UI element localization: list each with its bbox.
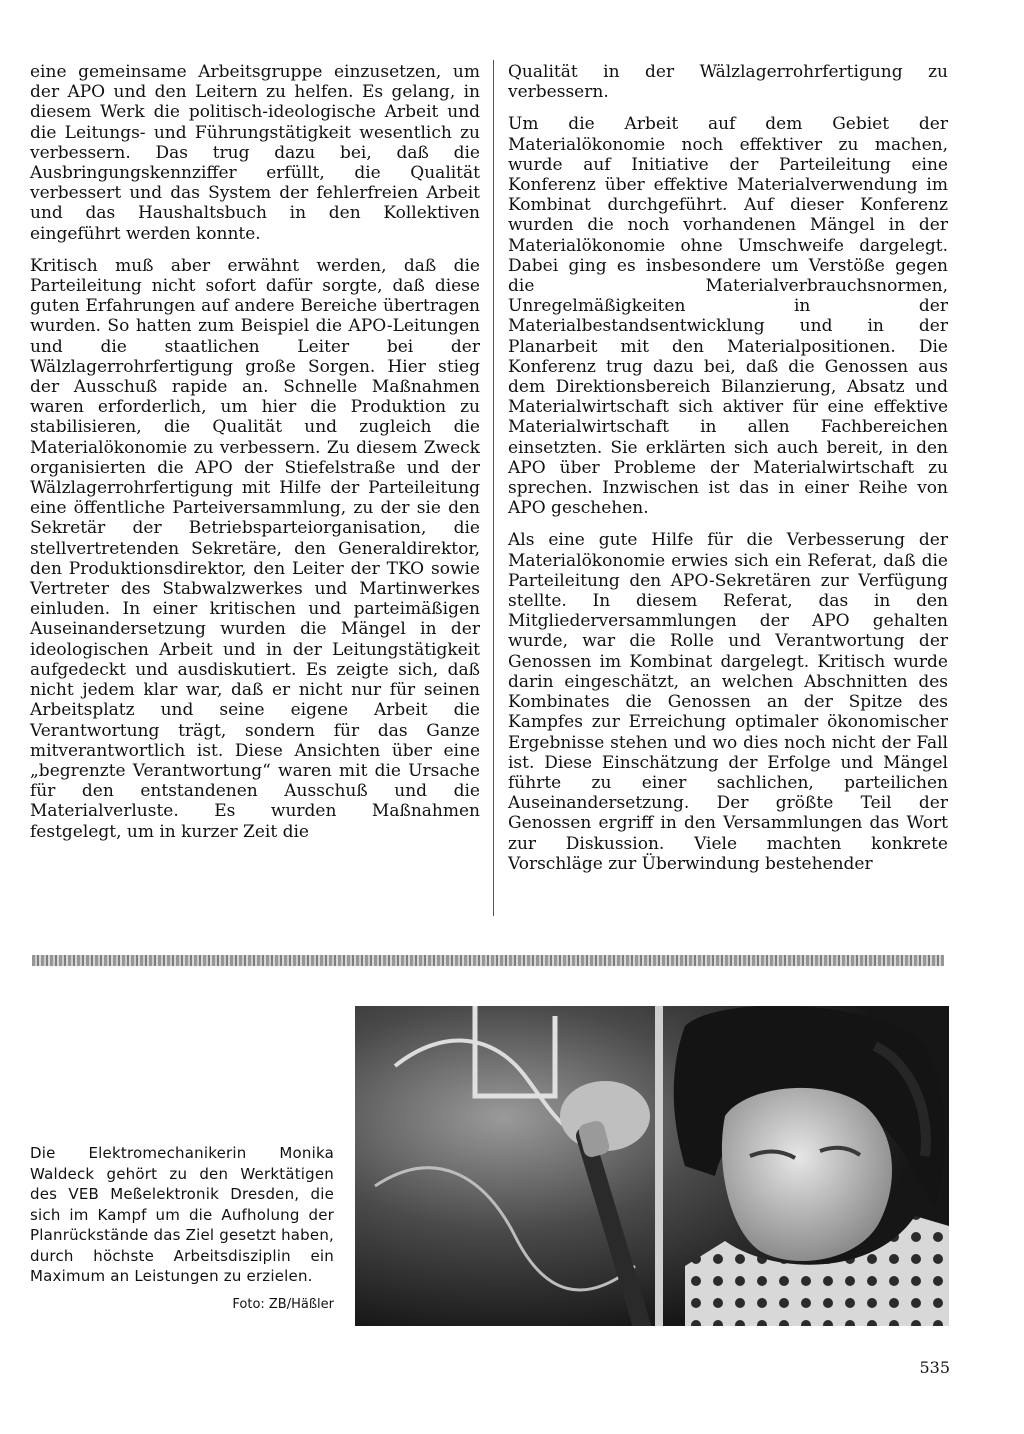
right-text-column [508,62,948,886]
page-number: 535 [919,1358,950,1377]
column-divider [493,60,494,916]
worker-photo [355,1006,949,1326]
photo-caption: Die Elektromechanikerin Monika Waldeck gehört zu den Werktätigen des VEB Meßelektronik Dresden, die sich im Kampf um die Aufholung der Planrückstände das Ziel gesetzt haben, durch höchste Arbeitsdisziplin ein Maximum an Leistungen zu erzielen. [30,1144,334,1285]
section-separator [32,955,944,966]
left-text-column [30,62,480,854]
right-paragraph-2: Um die Arbeit auf dem Gebiet der Materialökonomie noch effektiver zu machen, wurde auf Initiative der Parteileitung eine Konferenz über effektive Materialverwendung im Kombinat durchgeführt. Auf dieser Konferenz wurden die noch vorhandenen Mängel in der Materialökonomie ohne Umschweife dargelegt. Dabei ging es insbesondere um Verstöße gegen die Materialverbrauchsnormen, Unregelmäßigkeiten in der Materialbestandsentwicklung und in der Planarbeit mit den Materialpositionen. Die Konferenz trug dazu bei, daß die Genossen aus dem Direktionsbereich Bilanzierung, Absatz und Materialwirtschaft sich aktiver für eine effektive Materialwirtschaft in allen Fachbereichen einsetzten. Sie erklärten sich auch bereit, in den APO über Probleme der Materialwirtschaft zu sprechen. Inzwischen ist das in einer Reihe von APO geschehen. [508,114,948,519]
photo-credit: Foto: ZB/Häßler [232,1297,334,1312]
right-paragraph-1: Qualität in der Wälzlagerrohrfertigung zu verbessern. [508,62,948,103]
left-paragraph-1: eine gemeinsame Arbeitsgruppe einzusetzen, um der APO und den Leitern zu helfen. Es gelang, in diesem Werk die politisch-ideologische Arbeit und die Leitungs- und Führungstätigkeit wesentlich zu verbessern. Das trug dazu bei, daß die Ausbringungskennziffer erfüllt, die Qualität verbessert und das System der fehlerfreien Arbeit und das Haushaltsbuch in den Kollektiven eingeführt werden konnte. [30,62,480,244]
worker-photo-illustration [355,1006,949,1326]
right-paragraph-3: Als eine gute Hilfe für die Verbesserung der Materialökonomie erwies sich ein Referat, daß die Parteileitung den APO-Sekretären zur Verfügung stellte. In diesem Referat, das in den Mitgliederversammlungen der APO gehalten wurde, war die Rolle und Verantwortung der Genossen im Kombinat dargelegt. Kritisch wurde darin eingeschätzt, an welchen Abschnitten des Kombinates die Genossen an der Spitze des Kampfes zur Erreichung optimaler ökonomischer Ergebnisse stehen und wo dies noch nicht der Fall ist. Diese Einschätzung der Erfolge und Mängel führte zu einer sachlichen, parteilichen Auseinandersetzung. Der größte Teil der Genossen ergriff in den Versammlungen das Wort zur Diskussion. Viele machten konkrete Vorschläge zur Überwindung bestehender [508,530,948,874]
left-paragraph-2: Kritisch muß aber erwähnt werden, daß die Parteileitung nicht sofort dafür sorgte, daß diese guten Erfahrungen auf andere Bereiche übertragen wurden. So hatten zum Beispiel die APO-Leitungen und die staatlichen Leiter bei der Wälzlagerrohrfertigung große Sorgen. Hier stieg der Ausschuß rapide an. Schnelle Maßnahmen waren erforderlich, um hier die Produktion zu stabilisieren, die Qualität und zugleich die Materialökonomie zu verbessern. Zu diesem Zweck organisierten die APO der Stiefelstraße und der Wälzlagerrohrfertigung mit Hilfe der Parteileitung eine öffentliche Parteiversammlung, zu der sie den Sekretär der Betriebsparteiorganisation, die stellvertretenden Sekretäre, den Generaldirektor, den Produktionsdirektor, den Leiter der TKO sowie Vertreter des Stabwalzwerkes und Martinwerkes einluden. In einer kritischen und parteimäßigen Auseinandersetzung wurden die Mängel in der ideologischen Arbeit und in der Leitungstätigkeit aufgedeckt und ausdiskutiert. Es zeigte sich, daß nicht jedem klar war, daß er nicht nur für seinen Arbeitsplatz und seine eigene Arbeit die Verantwortung trägt, sondern für das Ganze mitverantwortlich ist. Diese Ansichten über eine „begrenzte Verantwortung“ waren mit die Ursache für den entstandenen Ausschuß und die Materialverluste. Es wurden Maßnahmen festgelegt, um in kurzer Zeit die [30,255,480,842]
